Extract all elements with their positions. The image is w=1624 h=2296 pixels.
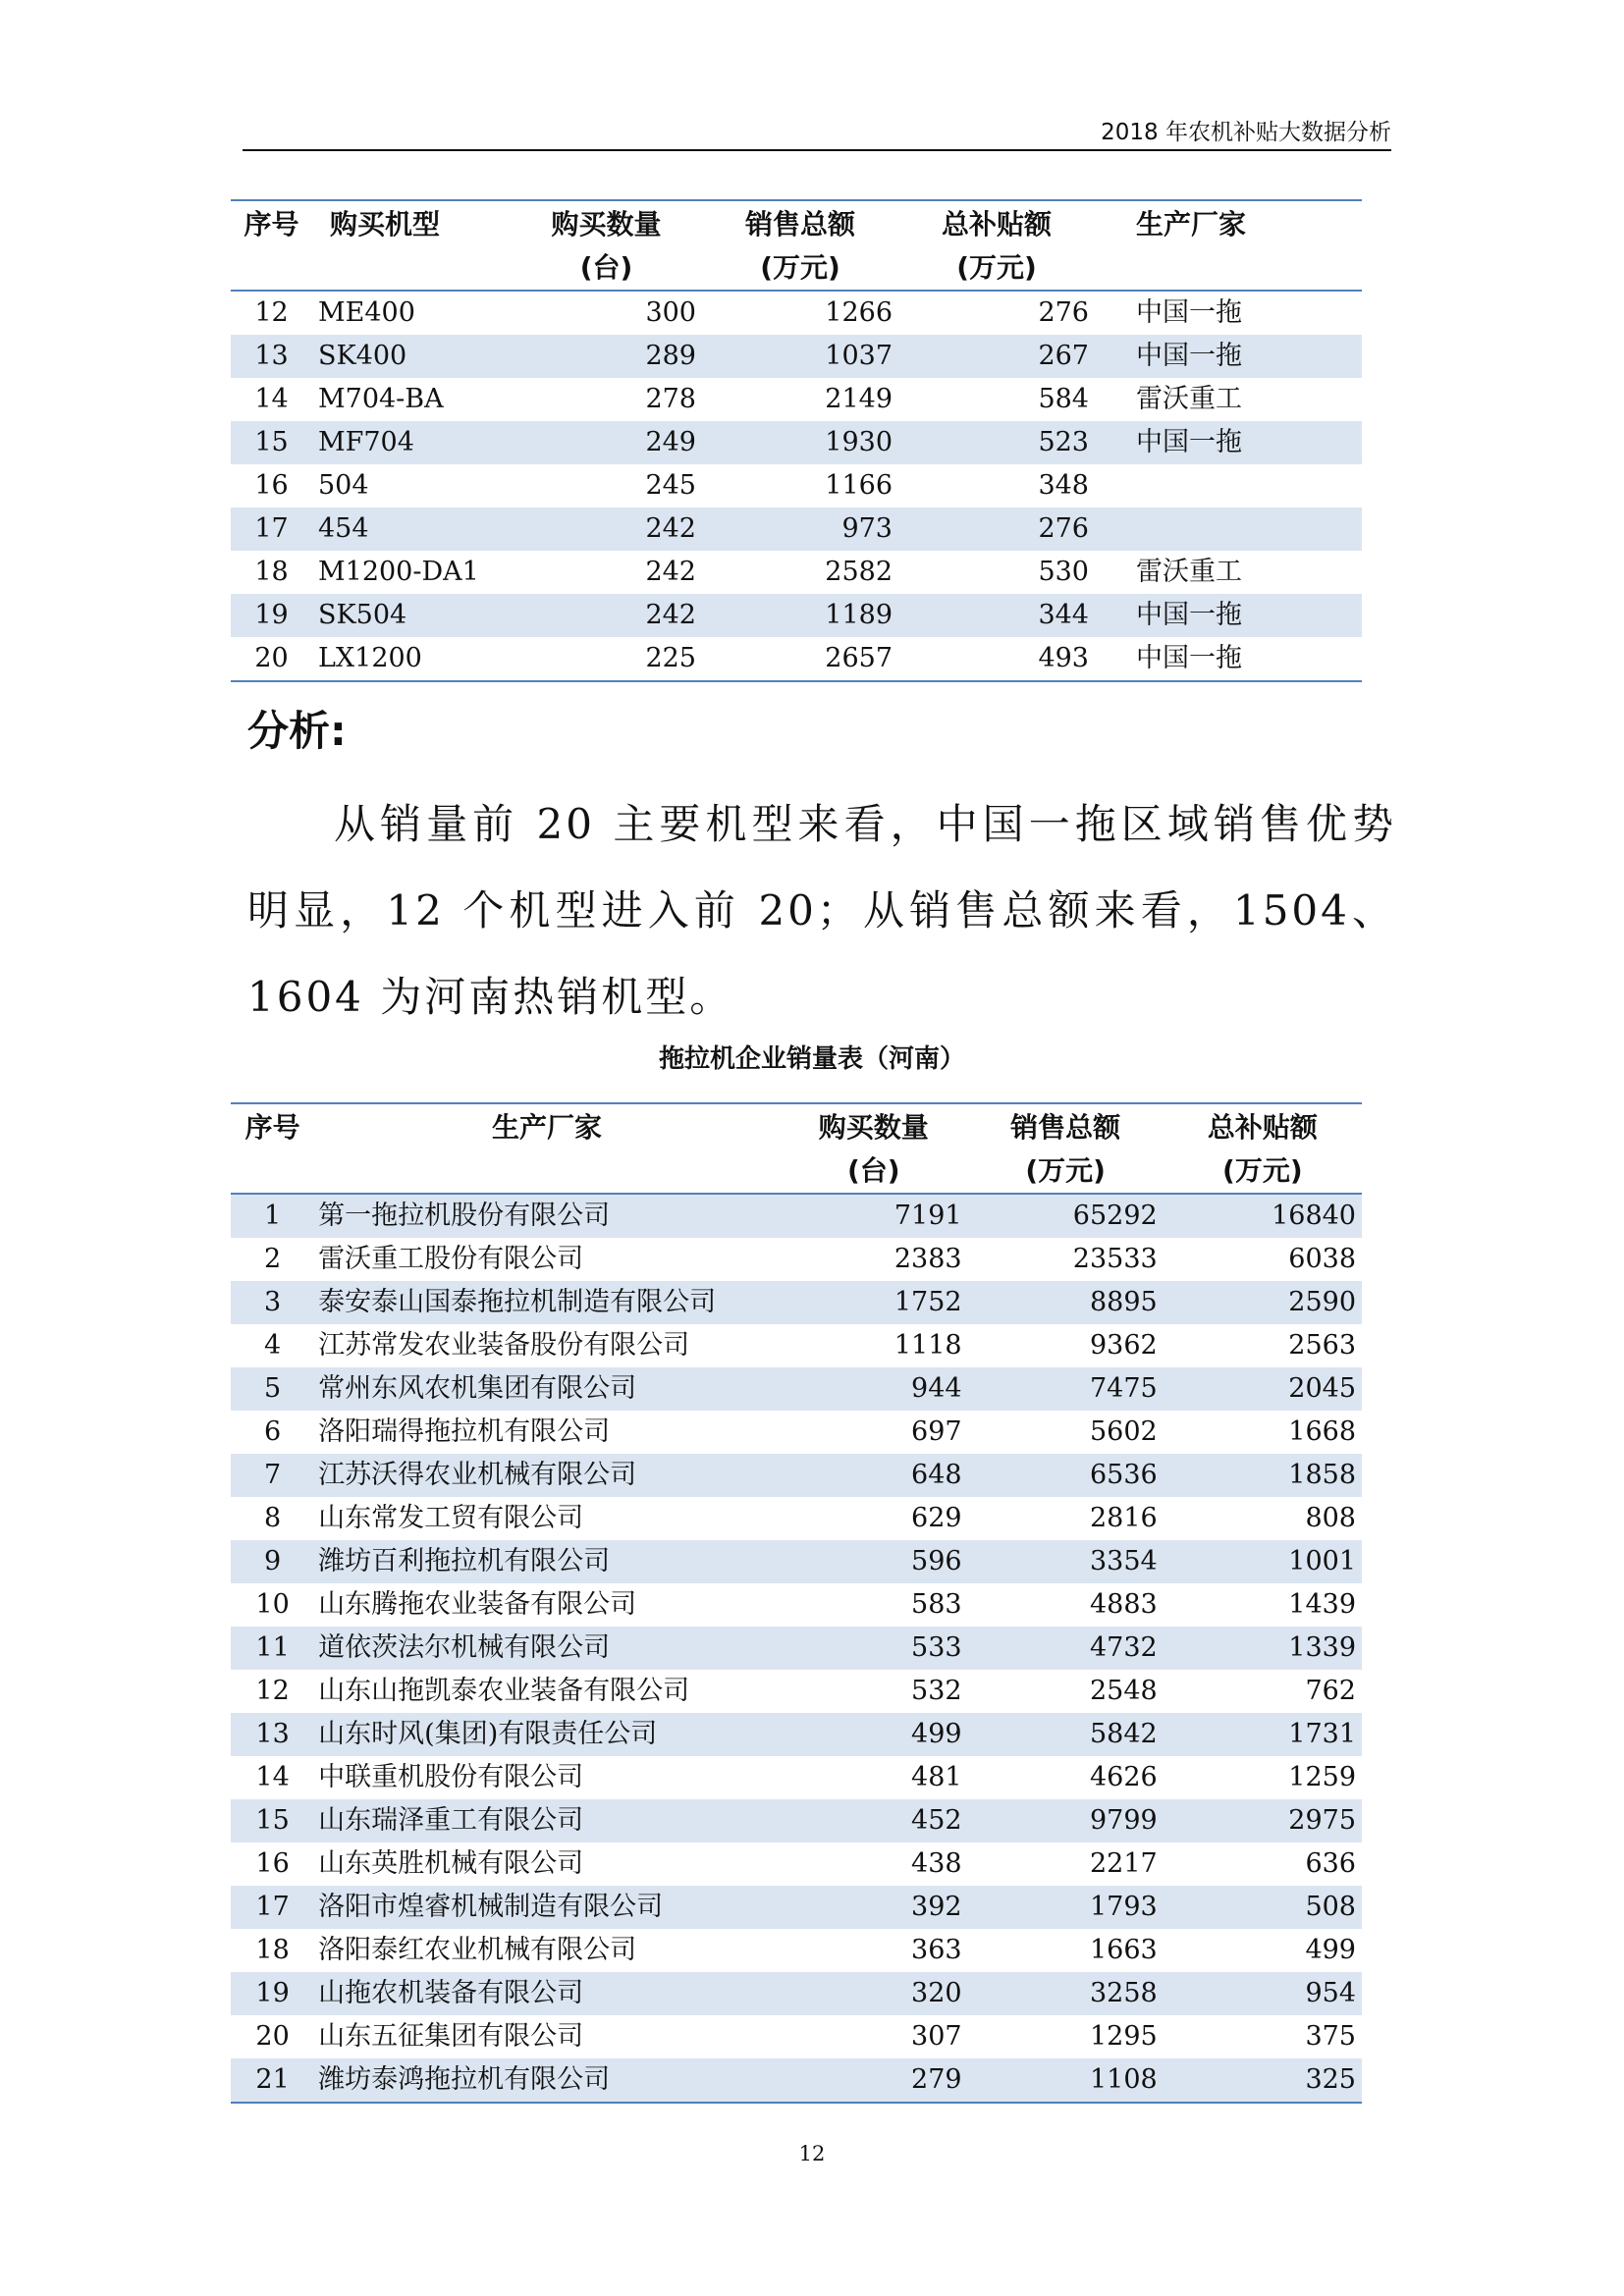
cell-subsidy: 276	[1038, 297, 1089, 328]
table-row	[231, 1411, 1362, 1454]
table-row	[231, 1670, 1362, 1713]
cell-subsidy: 1668	[1288, 1416, 1356, 1447]
cell-qty: 532	[911, 1676, 962, 1706]
cell-no: 14	[254, 384, 289, 414]
table-row	[231, 1540, 1362, 1583]
cell-model: M704-BA	[318, 384, 444, 414]
cell-model: MF704	[312, 421, 452, 464]
cell-subsidy: 2590	[1164, 1281, 1362, 1324]
table-header-row	[231, 200, 1362, 291]
table-row	[231, 1972, 1362, 2015]
models-table	[231, 199, 1362, 682]
cell-sales: 1793	[968, 1886, 1164, 1929]
cell-sales: 6536	[968, 1454, 1164, 1497]
cell-subsidy: 1731	[1164, 1713, 1362, 1756]
cell-sales: 1930	[702, 421, 898, 464]
cell-no: 6	[263, 1416, 282, 1447]
cell-no: 20	[254, 643, 289, 673]
cell-no: 15	[231, 1799, 314, 1842]
cell-qty: 1118	[893, 1330, 962, 1361]
cell-sales: 2217	[1089, 1848, 1158, 1879]
col-header-sales: 销售总额 (万元)	[702, 200, 898, 291]
cell-qty: 307	[911, 2021, 962, 2052]
page-number: 12	[798, 2142, 826, 2165]
cell-no: 19	[231, 1972, 314, 2015]
cell-no: 13	[231, 1713, 314, 1756]
cell-sales: 1663	[1089, 1935, 1158, 1965]
cell-no: 17	[231, 1886, 314, 1929]
cell-maker: 中联重机股份有限公司	[318, 1762, 584, 1792]
cell-no: 12	[255, 1676, 290, 1706]
header-title: 2018 年农机补贴大数据分析	[1101, 120, 1391, 145]
table-row	[231, 507, 1362, 551]
cell-maker: 雷沃重工股份有限公司	[318, 1244, 584, 1274]
cell-maker: 洛阳泰红农业机械有限公司	[318, 1935, 637, 1965]
cell-qty: 279	[780, 2058, 968, 2103]
cell-subsidy: 16840	[1164, 1194, 1362, 1238]
cell-maker: 洛阳市煌睿机械制造有限公司	[314, 1886, 780, 1929]
cell-subsidy: 1001	[1164, 1540, 1362, 1583]
cell-sales: 2582	[825, 557, 893, 587]
cell-subsidy: 2975	[1164, 1799, 1362, 1842]
cell-model: LX1200	[318, 643, 422, 673]
col-header-subsidy: 总补贴额 (万元)	[1164, 1103, 1362, 1194]
cell-qty: 242	[452, 507, 702, 551]
cell-maker: 第一拖拉机股份有限公司	[314, 1194, 780, 1238]
cell-subsidy: 762	[1305, 1676, 1356, 1706]
cell-sales: 23533	[1072, 1244, 1158, 1274]
cell-no: 18	[254, 557, 289, 587]
cell-sales: 1189	[702, 594, 898, 637]
table-row	[231, 594, 1362, 637]
analysis-paragraph: 从销量前 20 主要机型来看，中国一拖区域销售优势明显，12 个机型进入前 20；从销售总额来看，1504、1604 为河南热销机型。	[247, 800, 1396, 1021]
cell-qty: 499	[780, 1713, 968, 1756]
cell-no: 19	[231, 594, 312, 637]
cell-qty: 533	[780, 1627, 968, 1670]
cell-qty: 944	[780, 1367, 968, 1411]
cell-sales: 2149	[825, 384, 893, 414]
cell-no: 7	[231, 1454, 314, 1497]
col-header-no: 序号	[231, 200, 312, 291]
cell-qty: 245	[645, 470, 696, 501]
cell-maker: 江苏沃得农业机械有限公司	[314, 1454, 780, 1497]
table-row	[231, 291, 1362, 335]
cell-qty: 596	[780, 1540, 968, 1583]
cell-model: 504	[318, 470, 369, 501]
cell-sales: 1166	[825, 470, 893, 501]
cell-subsidy: 808	[1305, 1503, 1356, 1533]
cell-sales: 8895	[968, 1281, 1164, 1324]
cell-model: SK400	[312, 335, 452, 378]
cell-subsidy: 954	[1164, 1972, 1362, 2015]
table-row	[231, 1627, 1362, 1670]
cell-maker: 山东时风(集团)有限责任公司	[314, 1713, 780, 1756]
cell-subsidy: 344	[898, 594, 1095, 637]
table-row	[231, 2058, 1362, 2103]
cell-no: 14	[255, 1762, 290, 1792]
cell-maker: 山东英胜机械有限公司	[318, 1848, 584, 1879]
cell-subsidy: 636	[1305, 1848, 1356, 1879]
col-header-sales: 销售总额 (万元)	[968, 1103, 1164, 1194]
table-row	[231, 464, 1362, 507]
cell-subsidy: 348	[1038, 470, 1089, 501]
cell-maker: 潍坊泰鸿拖拉机有限公司	[314, 2058, 780, 2103]
table-row	[231, 1799, 1362, 1842]
cell-sales: 1266	[825, 297, 893, 328]
table-row	[231, 1583, 1362, 1627]
cell-maker: 江苏常发农业装备股份有限公司	[318, 1330, 690, 1361]
cell-maker: 道依茨法尔机械有限公司	[314, 1627, 780, 1670]
cell-qty: 242	[645, 557, 696, 587]
table-row	[231, 335, 1362, 378]
cell-sales: 2657	[825, 643, 893, 673]
table-header-row	[231, 1103, 1362, 1194]
companies-table	[231, 1102, 1362, 2104]
cell-maker: 泰安泰山国泰拖拉机制造有限公司	[314, 1281, 780, 1324]
table-row	[231, 1238, 1362, 1281]
analysis-heading: 分析:	[247, 707, 347, 755]
col-header-subsidy: 总补贴额 (万元)	[898, 200, 1095, 291]
cell-maker: 中国一拖	[1095, 335, 1362, 378]
cell-qty: 242	[452, 594, 702, 637]
cell-no: 15	[231, 421, 312, 464]
cell-subsidy: 267	[898, 335, 1095, 378]
cell-subsidy: 1439	[1288, 1589, 1356, 1620]
cell-maker: 山东瑞泽重工有限公司	[314, 1799, 780, 1842]
col-header-maker: 生产厂家	[1095, 200, 1362, 291]
cell-subsidy: 499	[1305, 1935, 1356, 1965]
col-header-maker: 生产厂家	[314, 1103, 780, 1194]
cell-qty: 629	[911, 1503, 962, 1533]
table-row	[231, 1194, 1362, 1238]
table-row	[231, 2015, 1362, 2058]
cell-qty: 452	[780, 1799, 968, 1842]
cell-sales: 4883	[1089, 1589, 1158, 1620]
cell-no: 2	[263, 1244, 282, 1274]
cell-no: 13	[231, 335, 312, 378]
table-row	[231, 378, 1362, 421]
cell-model: 454	[312, 507, 452, 551]
cell-no: 17	[231, 507, 312, 551]
cell-qty: 392	[780, 1886, 968, 1929]
cell-no: 1	[231, 1194, 314, 1238]
page-header	[243, 112, 1391, 151]
table-row	[231, 1886, 1362, 1929]
cell-qty: 583	[911, 1589, 962, 1620]
table-row	[231, 1281, 1362, 1324]
cell-maker: 山东常发工贸有限公司	[318, 1503, 584, 1533]
cell-qty: 363	[911, 1935, 962, 1965]
table-row	[231, 1842, 1362, 1886]
cell-sales: 2548	[1089, 1676, 1158, 1706]
cell-sales: 4626	[1089, 1762, 1158, 1792]
cell-no: 21	[231, 2058, 314, 2103]
cell-qty: 7191	[780, 1194, 968, 1238]
cell-sales: 9362	[1089, 1330, 1158, 1361]
cell-qty: 2383	[893, 1244, 962, 1274]
cell-maker	[1095, 507, 1362, 551]
cell-maker: 山拖农机装备有限公司	[314, 1972, 780, 2015]
cell-no: 8	[263, 1503, 282, 1533]
cell-no: 11	[231, 1627, 314, 1670]
cell-maker: 山东山拖凯泰农业装备有限公司	[318, 1676, 690, 1706]
cell-qty: 289	[452, 335, 702, 378]
table-row	[231, 1497, 1362, 1540]
cell-sales: 1295	[1089, 2021, 1158, 2052]
cell-maker	[1095, 464, 1362, 507]
cell-no: 9	[231, 1540, 314, 1583]
table-row	[231, 1324, 1362, 1367]
cell-subsidy: 493	[1038, 643, 1089, 673]
cell-sales: 7475	[968, 1367, 1164, 1411]
cell-maker: 中国一拖	[1136, 643, 1242, 673]
cell-subsidy: 530	[1038, 557, 1089, 587]
cell-maker: 中国一拖	[1095, 421, 1362, 464]
cell-qty: 300	[645, 297, 696, 328]
cell-qty: 481	[911, 1762, 962, 1792]
col-header-qty: 购买数量 (台)	[452, 200, 702, 291]
cell-subsidy: 2045	[1164, 1367, 1362, 1411]
cell-subsidy: 523	[898, 421, 1095, 464]
cell-sales: 9799	[968, 1799, 1164, 1842]
table-row	[231, 1713, 1362, 1756]
cell-maker: 常州东风农机集团有限公司	[314, 1367, 780, 1411]
cell-subsidy: 375	[1305, 2021, 1356, 2052]
cell-no: 5	[231, 1367, 314, 1411]
cell-qty: 249	[452, 421, 702, 464]
cell-qty: 648	[780, 1454, 968, 1497]
table-row	[231, 1454, 1362, 1497]
cell-maker: 潍坊百利拖拉机有限公司	[314, 1540, 780, 1583]
cell-no: 16	[255, 1848, 290, 1879]
cell-sales: 1108	[968, 2058, 1164, 2103]
cell-qty: 697	[911, 1416, 962, 1447]
cell-subsidy: 325	[1164, 2058, 1362, 2103]
cell-sales: 3354	[968, 1540, 1164, 1583]
col-header-no: 序号	[231, 1103, 314, 1194]
cell-qty: 438	[911, 1848, 962, 1879]
header-rule	[243, 149, 1391, 151]
cell-maker: 山东五征集团有限公司	[318, 2021, 584, 2052]
cell-sales: 65292	[968, 1194, 1164, 1238]
table-row	[231, 421, 1362, 464]
cell-sales: 5602	[1089, 1416, 1158, 1447]
cell-no: 10	[255, 1589, 290, 1620]
table-row	[231, 551, 1362, 594]
cell-maker: 山东腾拖农业装备有限公司	[318, 1589, 637, 1620]
cell-subsidy: 276	[898, 507, 1095, 551]
cell-no: 3	[231, 1281, 314, 1324]
cell-qty: 1752	[780, 1281, 968, 1324]
cell-subsidy: 1259	[1288, 1762, 1356, 1792]
cell-no: 4	[263, 1330, 282, 1361]
cell-subsidy: 508	[1164, 1886, 1362, 1929]
cell-subsidy: 1339	[1164, 1627, 1362, 1670]
cell-sales: 3258	[968, 1972, 1164, 2015]
cell-no: 12	[254, 297, 289, 328]
cell-qty: 320	[780, 1972, 968, 2015]
cell-no: 18	[255, 1935, 290, 1965]
col-header-qty: 购买数量 (台)	[780, 1103, 968, 1194]
cell-sales: 973	[702, 507, 898, 551]
cell-maker: 洛阳瑞得拖拉机有限公司	[318, 1416, 611, 1447]
table-row	[231, 1756, 1362, 1799]
cell-subsidy: 2563	[1288, 1330, 1356, 1361]
cell-subsidy: 6038	[1288, 1244, 1356, 1274]
cell-sales: 5842	[968, 1713, 1164, 1756]
cell-maker: 中国一拖	[1095, 594, 1362, 637]
cell-subsidy: 1858	[1164, 1454, 1362, 1497]
table-row	[231, 1367, 1362, 1411]
table-row	[231, 1929, 1362, 1972]
cell-qty: 225	[645, 643, 696, 673]
cell-model: ME400	[318, 297, 415, 328]
cell-model: SK504	[312, 594, 452, 637]
cell-sales: 1037	[702, 335, 898, 378]
cell-maker: 雷沃重工	[1136, 384, 1242, 414]
cell-qty: 278	[645, 384, 696, 414]
cell-sales: 4732	[968, 1627, 1164, 1670]
cell-maker: 雷沃重工	[1136, 557, 1242, 587]
table-row	[231, 637, 1362, 681]
cell-subsidy: 584	[1038, 384, 1089, 414]
cell-maker: 中国一拖	[1136, 297, 1242, 328]
cell-no: 20	[255, 2021, 290, 2052]
table-title: 拖拉机企业销量表（河南）	[658, 1044, 965, 1074]
cell-no: 16	[254, 470, 289, 501]
cell-sales: 2816	[1089, 1503, 1158, 1533]
col-header-model: 购买机型	[312, 200, 452, 291]
cell-model: M1200-DA1	[318, 557, 479, 587]
